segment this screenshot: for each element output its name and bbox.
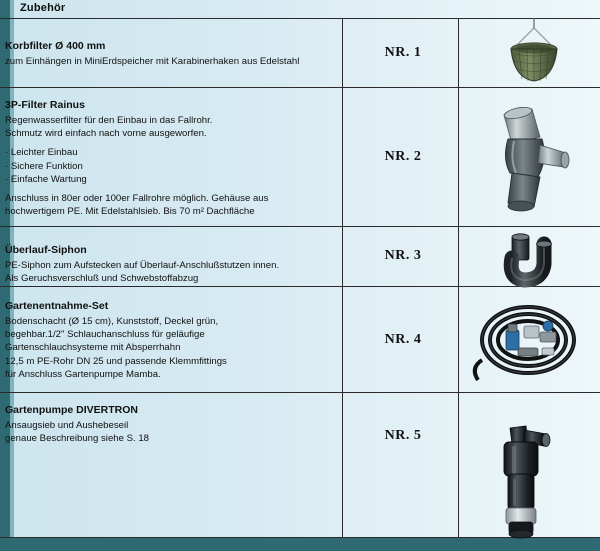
3p-filter-rainus-icon [462,107,600,217]
product-line: · Leichter Einbau [5,147,78,159]
product-line: hochwertigem PE. Mit Edelstahlsieb. Bis 70 m² Dachfläche [5,206,255,218]
table-row [0,392,600,537]
product-line: 12,5 m PE-Rohr DN 25 und passende Klemmfittings [5,355,227,367]
product-line: PE-Siphon zum Aufstecken auf Überlauf-Anschlußstutzen innen. [5,260,280,271]
product-title: Gartenpumpe DIVERTRON [5,404,139,416]
product-number: NR. 3 [384,248,422,263]
product-line: Anschluss in 80er oder 100er Fallrohre möglich. Gehäuse aus [5,193,269,205]
product-number: NR. 2 [384,149,422,164]
product-line: zum Einhängen in MiniErdspeicher mit Karabinerhaken aus Edelstahl [5,56,300,67]
product-line: · Sichere Funktion [5,160,83,172]
gartenpumpe-divertron-image [462,422,600,547]
product-line: · Einfache Wartung [5,173,87,185]
gartenentnahme-set-image [462,296,600,397]
table-row [0,286,600,392]
product-line: genaue Beschreibung siehe S. 18 [5,433,150,445]
ueberlauf-siphon-icon [462,230,600,288]
product-line: für Anschluss Gartenpumpe Mamba. [5,368,161,380]
product-line: Schmutz wird einfach nach vorne ausgeworfen. [5,128,207,140]
product-title: Überlauf-Siphon [5,244,87,256]
product-number: NR. 1 [384,45,422,60]
product-line: Als Geruchsverschluß und Schwebstoffabzug [5,273,199,285]
row-description [5,244,335,285]
product-title: 3P-Filter Rainus [5,99,85,111]
product-line: Regenwasserfilter für den Einbau in das Fallrohr. [5,115,213,126]
product-line: Gartenschlauchsysteme mit Absperrhahn [5,342,181,354]
row-description [5,404,335,445]
korbfilter-basket-filter-image [462,18,600,92]
row-description [5,40,335,68]
korbfilter-basket-filter-icon [462,18,600,87]
gartenpumpe-divertron-icon [462,422,600,542]
ueberlauf-siphon-image [462,230,600,293]
row-description [5,99,335,218]
table-row [0,18,600,87]
product-line: Ansaugsieb und Aushebeseil [5,420,129,431]
product-line: begehbar.1/2" Schlauchanschluss für geläufige [5,329,205,341]
product-title: Gartenentnahme-Set [5,300,109,312]
3p-filter-rainus-image [462,107,600,222]
gartenentnahme-set-icon [462,296,600,392]
product-number: NR. 4 [384,332,422,347]
product-number: NR. 5 [384,428,422,443]
table-row [0,87,600,226]
row-description [5,300,335,381]
product-line: Bodenschacht (Ø 15 cm), Kunststoff, Deckel grün, [5,316,219,327]
table-row [0,226,600,286]
page-title: Zubehör [20,2,66,14]
product-title: Korbfilter Ø 400 mm [5,40,106,52]
